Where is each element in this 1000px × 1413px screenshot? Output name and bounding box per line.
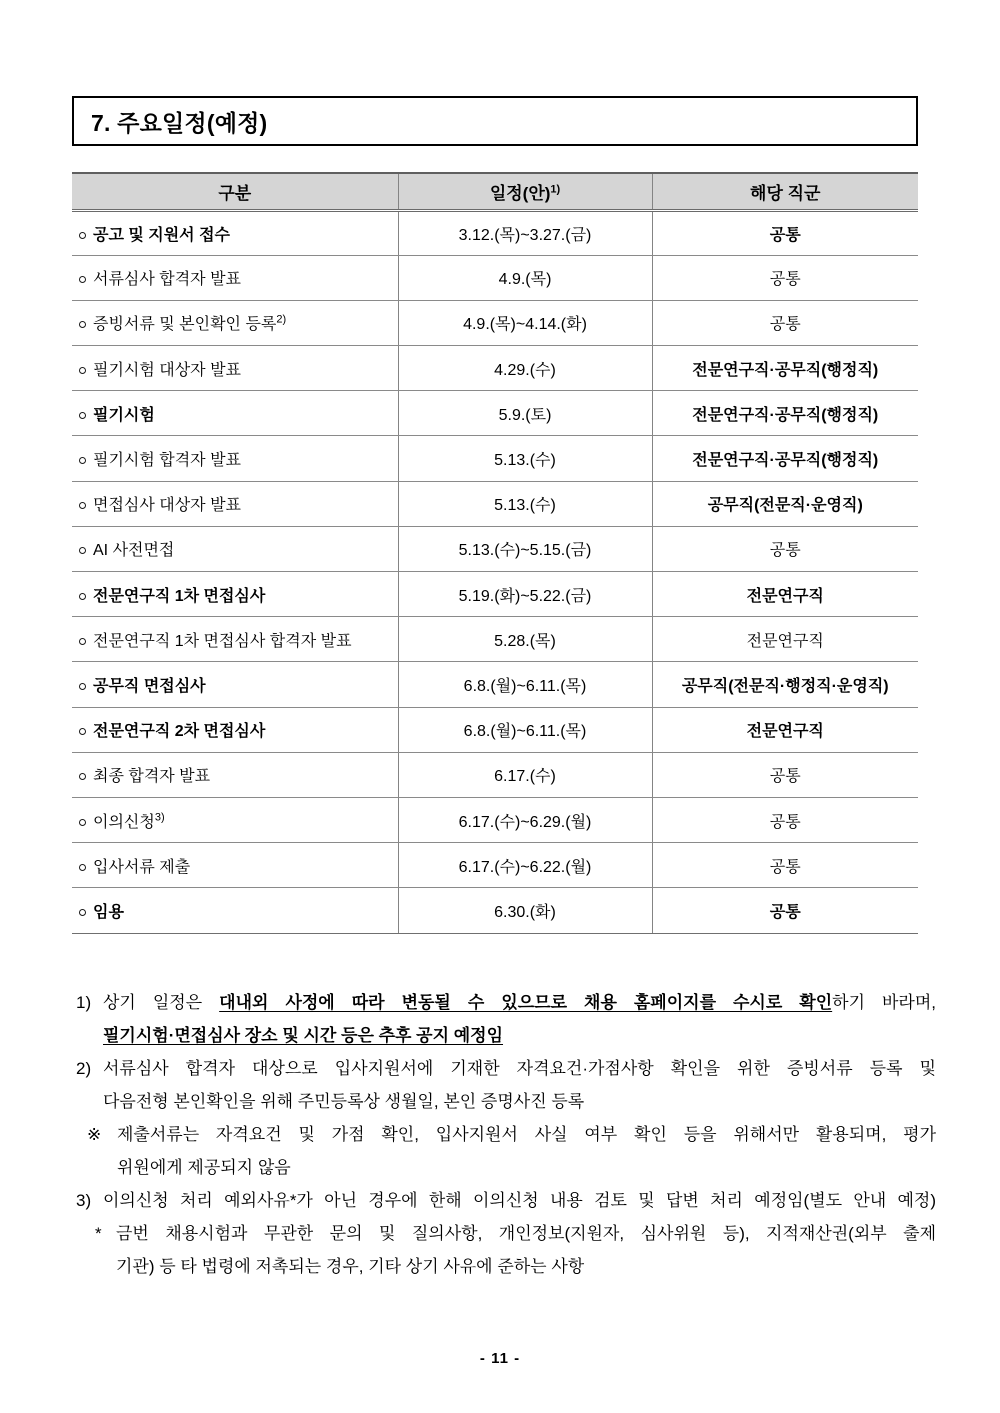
cell-group: 공통 xyxy=(652,255,918,300)
table-row xyxy=(72,572,918,617)
footnote-text: 상기 일정은 대내외 사정에 따라 변동될 수 있으므로 채용 홈페이지를 수시로 확인하기 바라며, 필기시험·면접심사 장소 및 시간 등은 추후 공지 예정임 xyxy=(103,993,936,1045)
header-footnote-ref: 1) xyxy=(550,183,561,196)
cell-group: 공통 xyxy=(652,752,918,797)
table-row xyxy=(72,210,918,255)
emphasized-text: 대내외 사정에 따라 변동될 수 있으므로 채용 홈페이지를 수시로 확인 xyxy=(219,993,833,1012)
cell-schedule: 5.13.(수) xyxy=(398,481,652,526)
cell-group: 공통 xyxy=(652,797,918,842)
table-header-row xyxy=(72,173,918,210)
cell-schedule: 6.30.(화) xyxy=(398,888,652,933)
cell-schedule: 4.9.(목)~4.14.(화) xyxy=(398,300,652,345)
table-row xyxy=(72,436,918,481)
cell-category: 이의신청$^{3)}$ xyxy=(72,797,398,842)
table-row xyxy=(72,707,918,752)
asterisk-marker: * xyxy=(95,1224,102,1243)
cell-category: 전문연구직 2차 면접심사 xyxy=(72,707,398,752)
cell-group: 전문연구직 xyxy=(652,617,918,662)
footnote-ref: 2) xyxy=(276,314,287,327)
footnotes-section xyxy=(76,986,936,1283)
cell-group: 공통 xyxy=(652,300,918,345)
cell-schedule: 6.8.(월)~6.11.(목) xyxy=(398,662,652,707)
cell-group: 전문연구직 xyxy=(652,572,918,617)
cell-schedule: 5.19.(화)~5.22.(금) xyxy=(398,572,652,617)
circle-bullet-icon xyxy=(79,728,86,735)
section-title-box xyxy=(72,96,918,146)
footnote-text: 이의신청 처리 예외사유*가 아닌 경우에 한해 이의신청 내용 검토 및 답변 처리 예정임(별도 안내 예정) xyxy=(103,1191,936,1210)
cell-group: 전문연구직·공무직(행정직) xyxy=(652,436,918,481)
footnote-ref: 3) xyxy=(154,811,165,824)
cell-schedule: 6.17.(수) xyxy=(398,752,652,797)
cell-category: 면접심사 대상자 발표 xyxy=(72,481,398,526)
cell-group: 공통 xyxy=(652,888,918,933)
cell-schedule: 6.17.(수)~6.29.(월) xyxy=(398,797,652,842)
table-row xyxy=(72,255,918,300)
footnote-text: 금번 채용시험과 무관한 문의 및 질의사항, 개인정보(지원자, 심사위원 등), 지적재산권(외부 출제 기관) 등 타 법령에 저촉되는 경우, 기타 상기 사유에 준하는 사항 xyxy=(116,1224,936,1276)
cell-schedule: 5.9.(토) xyxy=(398,391,652,436)
footnote-marker: 3) xyxy=(76,1191,92,1210)
section-title: 7. 주요일정(예정) xyxy=(91,109,268,136)
cell-group: 공통 xyxy=(652,843,918,888)
footnote-2 xyxy=(76,1052,936,1118)
cell-schedule: 3.12.(목)~3.27.(금) xyxy=(398,210,652,255)
cell-schedule: 4.9.(목) xyxy=(398,255,652,300)
circle-bullet-icon xyxy=(79,232,86,239)
footnote-text: 서류심사 합격자 대상으로 입사지원서에 기재한 자격요건·가점사항 확인을 위한 증빙서류 등록 및 다음전형 본인확인을 위해 주민등록상 생월일, 본인 증명사진 등록 xyxy=(103,1059,936,1111)
cell-category: AI 사전면접 xyxy=(72,526,398,571)
footnote-marker: 1) xyxy=(76,993,92,1012)
cell-group: 공통 xyxy=(652,526,918,571)
cell-schedule: 4.29.(수) xyxy=(398,346,652,391)
table-row xyxy=(72,346,918,391)
footnote-text: 제출서류는 자격요건 및 가점 확인, 입사지원서 사실 여부 확인 등을 위해서만 활용되며, 평가 위원에게 제공되지 않음 xyxy=(117,1125,936,1177)
circle-bullet-icon xyxy=(79,864,86,871)
page-number: - 11 - xyxy=(479,1350,521,1367)
reference-mark-icon: ※ xyxy=(87,1125,102,1144)
footnote-3 xyxy=(76,1184,936,1217)
cell-category: 서류심사 합격자 발표 xyxy=(72,255,398,300)
circle-bullet-icon xyxy=(79,502,86,509)
table-row xyxy=(72,888,918,933)
cell-group: 공통 xyxy=(652,210,918,255)
circle-bullet-icon xyxy=(79,321,86,328)
cell-schedule: 6.17.(수)~6.22.(월) xyxy=(398,843,652,888)
footnote-marker: 2) xyxy=(76,1059,92,1078)
circle-bullet-icon xyxy=(79,683,86,690)
cell-category: 필기시험 합격자 발표 xyxy=(72,436,398,481)
circle-bullet-icon xyxy=(79,547,86,554)
cell-schedule: 5.28.(목) xyxy=(398,617,652,662)
cell-category: 필기시험 xyxy=(72,391,398,436)
cell-group: 공무직(전문직·운영직) xyxy=(652,481,918,526)
cell-category: 전문연구직 1차 면접심사 xyxy=(72,572,398,617)
column-header-category: 구분 xyxy=(72,173,398,210)
footnote-note xyxy=(76,1118,936,1184)
cell-group: 전문연구직·공무직(행정직) xyxy=(652,346,918,391)
cell-category: 임용 xyxy=(72,888,398,933)
cell-category: 입사서류 제출 xyxy=(72,843,398,888)
cell-category: 최종 합격자 발표 xyxy=(72,752,398,797)
circle-bullet-icon xyxy=(79,638,86,645)
circle-bullet-icon xyxy=(79,457,86,464)
cell-group: 공무직(전문직·행정직·운영직) xyxy=(652,662,918,707)
cell-group: 전문연구직 xyxy=(652,707,918,752)
table-row xyxy=(72,662,918,707)
table-row xyxy=(72,752,918,797)
column-header-schedule: 일정(안)$^{1)}$ xyxy=(398,173,652,210)
cell-category: 필기시험 대상자 발표 xyxy=(72,346,398,391)
table-row xyxy=(72,526,918,571)
table-row xyxy=(72,300,918,345)
cell-category: 공무직 면접심사 xyxy=(72,662,398,707)
table-row xyxy=(72,481,918,526)
circle-bullet-icon xyxy=(79,773,86,780)
footnote-1 xyxy=(76,986,936,1052)
circle-bullet-icon xyxy=(79,909,86,916)
circle-bullet-icon xyxy=(79,593,86,600)
cell-schedule: 6.8.(월)~6.11.(목) xyxy=(398,707,652,752)
circle-bullet-icon xyxy=(79,412,86,419)
emphasized-text: 필기시험·면접심사 장소 및 시간 등은 추후 공지 예정임 xyxy=(103,1026,504,1045)
cell-schedule: 5.13.(수)~5.15.(금) xyxy=(398,526,652,571)
column-header-group: 해당 직군 xyxy=(652,173,918,210)
schedule-table xyxy=(72,172,918,934)
cell-schedule: 5.13.(수) xyxy=(398,436,652,481)
cell-group: 전문연구직·공무직(행정직) xyxy=(652,391,918,436)
footnote-star xyxy=(76,1217,936,1283)
cell-category: 공고 및 지원서 접수 xyxy=(72,210,398,255)
circle-bullet-icon xyxy=(79,819,86,826)
cell-category: 전문연구직 1차 면접심사 합격자 발표 xyxy=(72,617,398,662)
table-row xyxy=(72,617,918,662)
table-row xyxy=(72,797,918,842)
circle-bullet-icon xyxy=(79,367,86,374)
table-row xyxy=(72,391,918,436)
cell-category: 증빙서류 및 본인확인 등록$^{2)}$ xyxy=(72,300,398,345)
circle-bullet-icon xyxy=(79,276,86,283)
table-row xyxy=(72,843,918,888)
